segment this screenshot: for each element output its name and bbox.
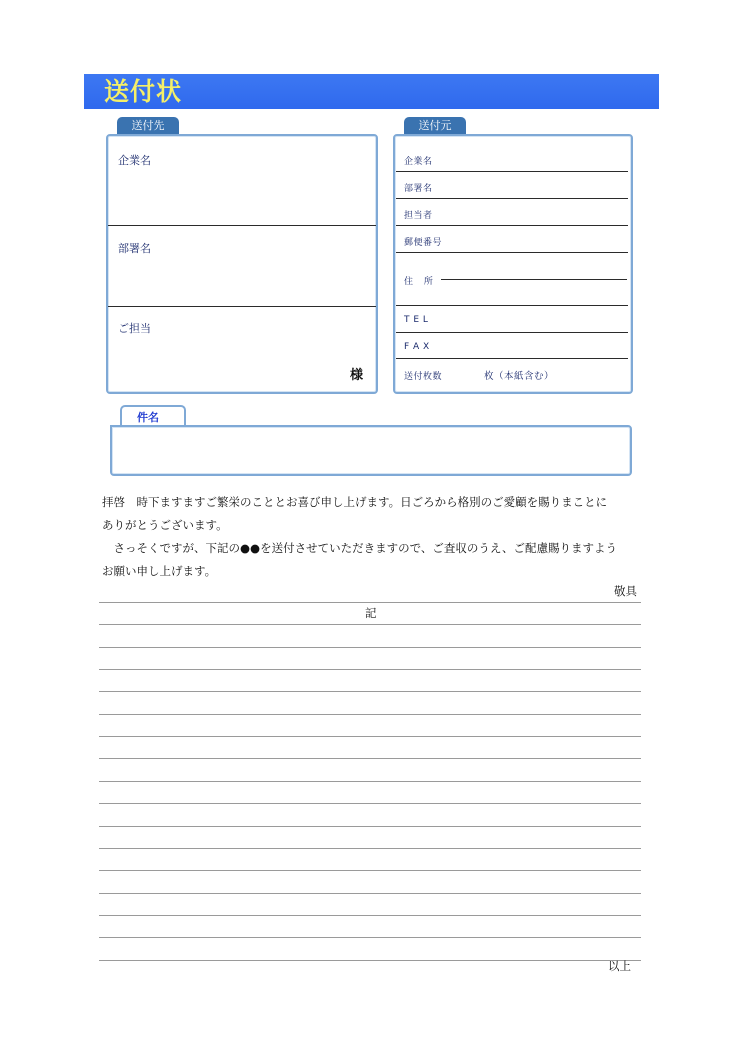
ruled-line — [99, 826, 641, 827]
ruled-line — [99, 669, 641, 670]
ki-heading: 記 — [365, 606, 377, 620]
letter-line-4: お願い申し上げます。 — [102, 564, 217, 578]
recipient-box — [106, 134, 378, 394]
sender-tab: 送付元 — [404, 117, 466, 135]
honorific-sama: 様 — [350, 368, 364, 383]
sender-pages-suffix: 枚（本紙含む） — [484, 371, 555, 382]
ruled-line — [99, 647, 641, 648]
ruled-line — [99, 870, 641, 871]
sender-company-label: 企業名 — [404, 157, 433, 167]
sender-box — [393, 134, 633, 394]
sender-department-label: 部署名 — [404, 184, 433, 194]
sender-line-4 — [396, 252, 628, 253]
ruled-line — [99, 960, 641, 961]
sender-line-5 — [396, 305, 628, 306]
sender-line-2 — [396, 198, 628, 199]
recipient-person-label: ご担当 — [118, 322, 151, 335]
closing-keigu: 敬具 — [614, 584, 637, 598]
sender-address-label: 住 所 — [404, 277, 437, 287]
recipient-company-label: 企業名 — [118, 154, 151, 167]
subject-tab: 件名 — [137, 411, 159, 424]
sender-address-underline — [441, 279, 627, 280]
ruled-line — [99, 803, 641, 804]
page-title: 送付状 — [104, 77, 183, 106]
sender-tel-label: T E L — [404, 315, 429, 325]
ruled-line — [99, 714, 641, 715]
subject-box — [110, 425, 632, 476]
ruled-line — [99, 781, 641, 782]
ruled-line — [99, 691, 641, 692]
letter-line-2: ありがとうございます。 — [102, 518, 228, 532]
recipient-divider-1 — [108, 225, 376, 226]
ruled-line — [99, 758, 641, 759]
ruled-line — [99, 915, 641, 916]
sender-postal-label: 郵便番号 — [404, 238, 443, 248]
letter-line-1: 拝啓 時下ますますご繁栄のこととお喜び申し上げます。日ごろから格別のご愛顧を賜りまことに — [102, 495, 608, 509]
sender-fax-label: F A X — [404, 342, 430, 352]
sender-pages-label: 送付枚数 — [404, 372, 443, 382]
sender-person-label: 担当者 — [404, 211, 433, 221]
sender-line-6 — [396, 332, 628, 333]
end-ijou: 以上 — [608, 959, 631, 973]
ruled-line — [99, 848, 641, 849]
recipient-department-label: 部署名 — [118, 242, 151, 255]
recipient-tab: 送付先 — [117, 117, 179, 135]
letter-line-3: さっそくですが、下記の●●を送付させていただきますので、ご査収のうえ、ご配慮賜りますよう — [102, 541, 618, 555]
sender-line-1 — [396, 171, 628, 172]
sender-line-3 — [396, 225, 628, 226]
ruled-line — [99, 937, 641, 938]
ruled-line — [99, 893, 641, 894]
ruled-line — [99, 736, 641, 737]
sender-line-7 — [396, 358, 628, 359]
recipient-divider-2 — [108, 306, 376, 307]
